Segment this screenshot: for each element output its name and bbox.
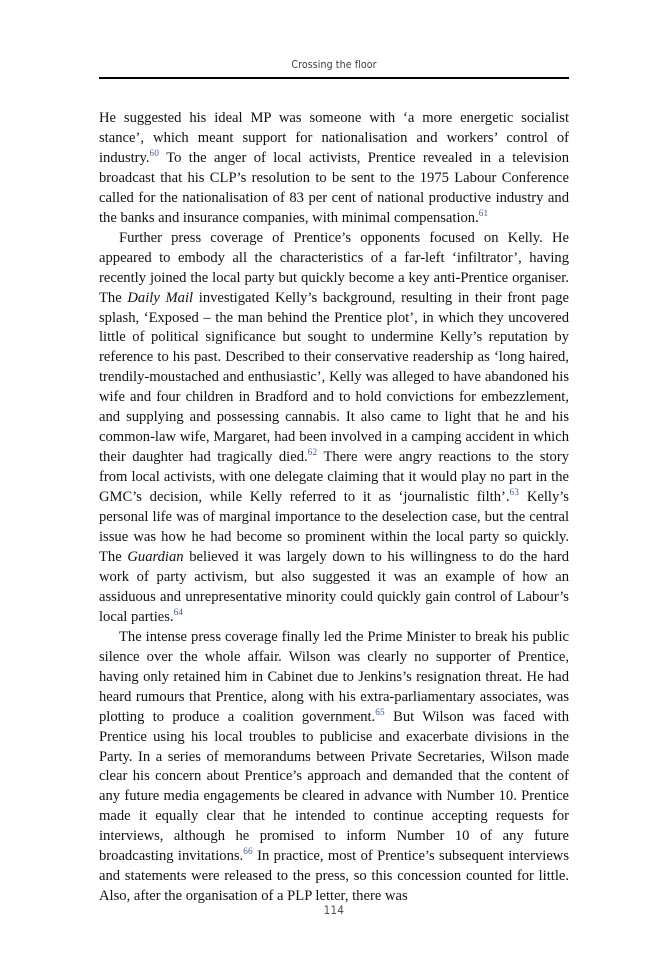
italic-title: Daily Mail (127, 289, 194, 306)
footnote-reference[interactable]: 63 (509, 487, 520, 498)
text-run: In practice, most of Prentice’s subsequent interviews and statements were released to the press, so this concession counted for little. Also, after the organisation of a PLP letter, there was (99, 848, 570, 905)
footnote-reference[interactable]: 61 (478, 207, 489, 218)
text-run: believed it was largely down to his willingness to do the hard work of party activism, but also suggested it was an example of how an assiduous and unrepresentative minority could quickly gain control of Labour’s local parties. (99, 548, 569, 625)
italic-title: Guardian (127, 548, 184, 565)
text-run: To the anger of local activists, Prentice revealed in a television broadcast that his CLP’s resolution to be sent to the 1975 Labour Conference called for the nationalisation of 83 per cent of national productive industry and the banks and insurance companies, with minimal compensation. (99, 149, 569, 226)
footnote-reference[interactable]: 62 (307, 447, 318, 458)
page-number: 114 (323, 903, 345, 917)
text-run: Kelly’s personal life was of marginal importance to the deselection case, but the central issue was how he had become so prominent within the local party so quickly. The (99, 489, 569, 565)
paragraph (99, 229, 569, 628)
paragraph (99, 628, 569, 907)
body-text-block (99, 109, 569, 907)
footnote-reference[interactable]: 66 (243, 846, 253, 857)
footnote-reference[interactable]: 65 (375, 706, 385, 717)
text-run: The intense press coverage finally led the Prime Minister to break his public silence over the whole affair. Wilson was clearly no supporter of Prentice, having only retained him in Cabinet due to Jenkins’s resignation threat. He had heard rumours that Prentice, along with his extra-parliamentary associates, was plotting to produce a coalition government. (99, 628, 569, 725)
text-run: He suggested his ideal MP was someone with ‘a more energetic socialist stance’, which meant support for nationalisation and workers’ control of industry. (99, 110, 569, 166)
text-run: investigated Kelly’s background, resulting in their front page splash, ‘Exposed – the man behind the Prentice plot’, in which they uncovered little of political significance but sought to undermine Kelly’s reputation by reference to his past. Described to their conservative readership as ‘long haired, trendily-moustached and enthusiastic’, Kelly was alleged to have abandoned his wife and four children in Bradford and to hold convictions for embezzlement, and supplying and possessing cannabis. It also came to light that he and his common-law wife, Margaret, had been involved in a camping accident in which their daughter had tragically died. (99, 289, 569, 466)
header-rule (99, 77, 569, 79)
footnote-reference[interactable]: 64 (173, 606, 184, 617)
footnote-reference[interactable]: 60 (149, 148, 160, 159)
text-run: There were angry reactions to the story from local activists, with one delegate claiming that it would play no part in the GMC’s decision, while Kelly referred to it as ‘journalistic filth’. (99, 449, 569, 506)
text-run: Further press coverage of Prentice’s opponents focused on Kelly. He appeared to embody all the characteristics of a far-left ‘infiltrator’, having recently joined the local party but quickly become a key anti-Prentice organiser. The (99, 229, 569, 306)
text-run: But Wilson was faced with Prentice using his local troubles to publicise and exacerbate divisions in the Party. In a series of memorandums between Private Secretaries, Wilson made clear his concern about Prentice’s approach and demanded that the content of any future media engagements be cleared in advance with Number 10. Prentice made it equally clear that he intended to continue accepting requests for interviews, although he promised to inform Number 10 of any future broadcasting invitations. (99, 708, 569, 865)
running-header: Crossing the floor (291, 59, 377, 71)
paragraph (99, 109, 569, 229)
